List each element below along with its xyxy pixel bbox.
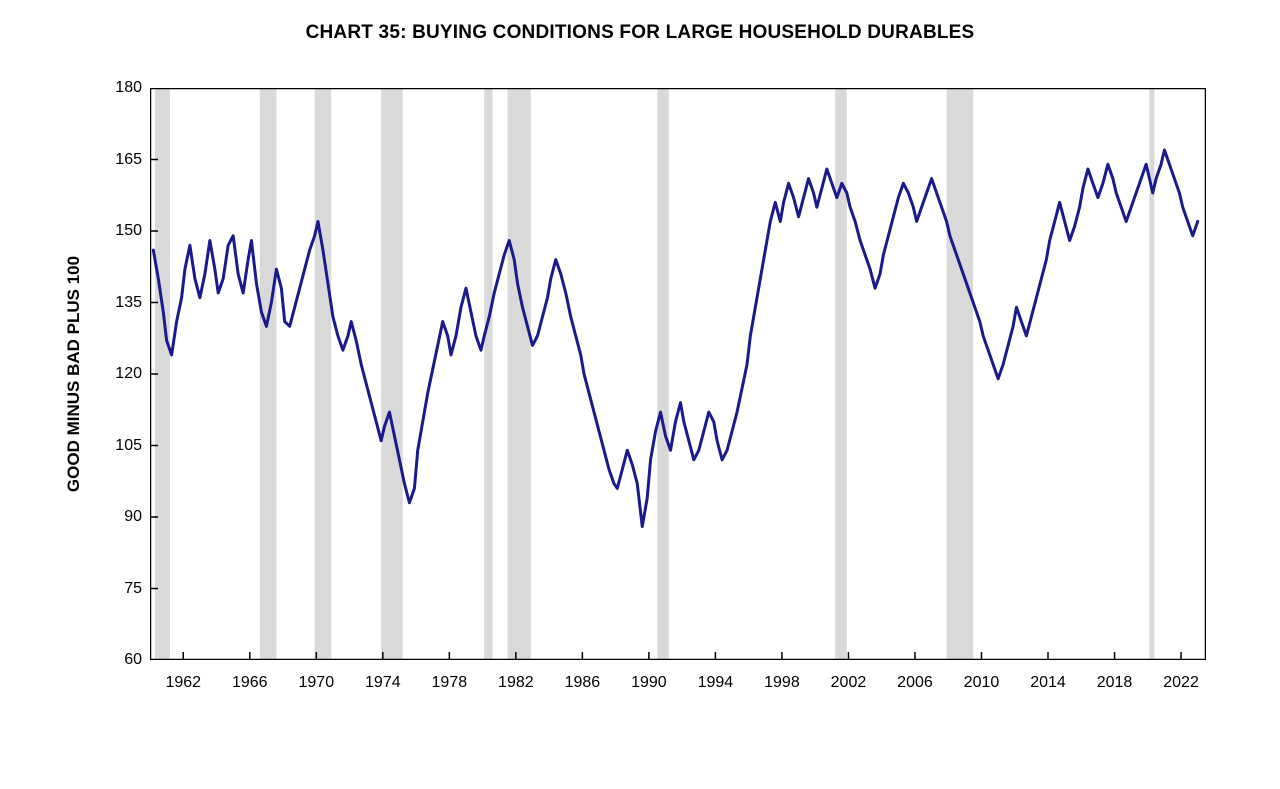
x-tick-label: 1974 xyxy=(365,674,401,691)
x-tick-label: 1962 xyxy=(165,674,202,691)
x-tick-label: 2018 xyxy=(1096,674,1133,691)
y-axis-tick-labels xyxy=(92,79,142,668)
chart-svg xyxy=(150,88,1206,660)
recession-band xyxy=(381,88,403,660)
y-tick-label: 165 xyxy=(115,150,142,168)
recession-band xyxy=(484,88,492,660)
x-tick-label: 1978 xyxy=(431,674,468,691)
y-axis-label: GOOD MINUS BAD PLUS 100 xyxy=(64,255,83,493)
x-tick-label: 1998 xyxy=(764,674,800,691)
y-tick-label: 135 xyxy=(115,293,142,311)
y-tick-label: 150 xyxy=(115,222,142,239)
y-tick-label: 120 xyxy=(115,365,142,382)
recession-band xyxy=(508,88,531,660)
y-tick-label: 90 xyxy=(124,508,142,525)
chart-title: CHART 35: BUYING CONDITIONS FOR LARGE HOUSEHOLD DURABLES xyxy=(305,22,975,43)
recession-band xyxy=(947,88,974,660)
x-tick-label: 2022 xyxy=(1163,674,1199,691)
y-tick-label: 75 xyxy=(124,579,142,597)
plot-border xyxy=(151,89,1206,660)
recession-band xyxy=(657,88,669,660)
y-tick-label: 60 xyxy=(124,651,142,668)
x-tick-label: 1986 xyxy=(564,674,601,691)
x-axis-tick-labels xyxy=(150,672,1206,696)
x-tick-label: 1990 xyxy=(631,674,667,691)
x-tick-label: 2014 xyxy=(1030,674,1066,691)
x-tick-label: 2006 xyxy=(897,674,933,691)
series-line-group xyxy=(153,150,1197,527)
recession-band xyxy=(1149,88,1154,660)
recession-band xyxy=(260,88,277,660)
y-tick-label: 105 xyxy=(115,436,142,454)
x-tick-label: 2010 xyxy=(963,674,1000,691)
x-tick-label: 1966 xyxy=(231,674,268,691)
x-tick-label: 1994 xyxy=(697,674,734,691)
recession-band xyxy=(315,88,332,660)
plot-area xyxy=(150,88,1206,660)
x-tick-label: 2002 xyxy=(830,674,867,691)
recession-band xyxy=(835,88,847,660)
recession-bands xyxy=(155,88,1154,660)
series-line xyxy=(153,150,1197,527)
y-tick-label: 180 xyxy=(115,79,142,96)
x-tick-label: 1982 xyxy=(498,674,534,691)
x-tick-label: 1970 xyxy=(298,674,335,691)
